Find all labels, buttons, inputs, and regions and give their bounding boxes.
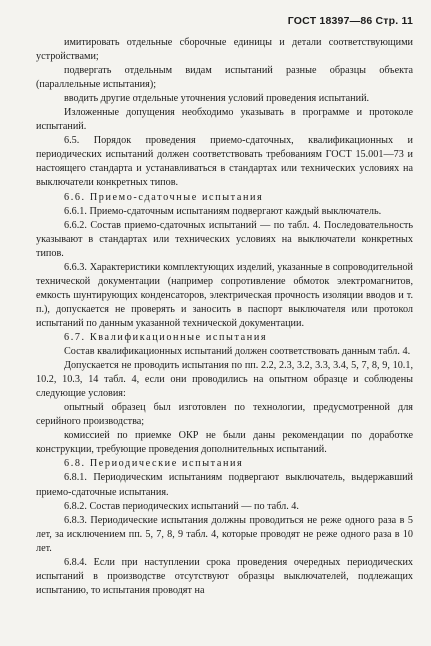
paragraph: 6.8.4. Если при наступлении срока проведения очередных периодических испытаний в производстве отсутствуют образцы выключателей, подлежащих испытанию, то испытания проводят на — [36, 556, 413, 596]
page-header: ГОСТ 18397—86 Стр. 11 — [287, 15, 413, 27]
paragraph: комиссией по приемке ОКР не были даны рекомендации по доработке конструкции, требующие проведения дополнительных испытаний. — [36, 430, 413, 456]
document-body — [36, 36, 413, 598]
paragraph: Изложенные допущения необходимо указывать в программе и протоколе испытаний. — [36, 107, 413, 133]
paragraph: 6.5. Порядок проведения приемо-сдаточных, квалификационных и периодических испытаний должен соответствовать требованиям ГОСТ 15.001—73 и настоящего стандарта и устанавливаться в стандартах или технических условиях на выключатели конкретных типов. — [36, 135, 413, 189]
paragraph: 6.6.3. Характеристики комплектующих изделий, указанные в сопроводительной технической документации (например сопротивление обмоток электромагнитов, емкость шунтирующих конденсаторов, электрическая прочность изоляции вводов и т. п.), допускается не проверять и заносить в паспорт выключателя или протокол испытаний по данным указанной технической документации. — [36, 261, 413, 329]
paragraph: 6.6.1. Приемо-сдаточным испытаниям подвергают каждый выключатель. — [64, 205, 382, 217]
paragraph: 6.8.3. Периодические испытания должны проводиться не реже одного раза в 5 лет, за исключением пп. 5, 7, 8, 9 табл. 4, которые проводят не реже одного раза в 10 лет. — [36, 514, 413, 554]
paragraph: Допускается не проводить испытания по пп. 2.2, 2.3, 3.2, 3.3, 3.4, 5, 7, 8, 9, 10.1, 10.2, 10.3, 14 табл. 4, если они проводились на опытном образце и соблюдены следующие условия: — [36, 360, 413, 400]
paragraph: вводить другие отдельные уточнения условий проведения испытаний. — [64, 93, 370, 105]
paragraph: 6.6.2. Состав приемо-сдаточных испытаний — по табл. 4. Последовательность указывают в стандартах или технических условиях на выключатели конкретных типов. — [36, 219, 413, 259]
paragraph: имитировать отдельные сборочные единицы и детали соответствующими устройствами; — [36, 37, 413, 63]
paragraph: Состав квалификационных испытаний должен соответствовать данным табл. 4. — [64, 346, 411, 358]
paragraph: подвергать отдельным видам испытаний разные образцы объекта (параллельные испытания); — [36, 65, 413, 91]
section-heading: 6.7. Квалификационные испытания — [64, 331, 268, 343]
paragraph: 6.8.1. Периодическим испытаниям подвергают выключатель, выдержавший приемо-сдаточные испытания. — [36, 472, 413, 498]
section-heading: 6.8. Периодические испытания — [64, 458, 244, 470]
paragraph: 6.8.2. Состав периодических испытаний — по табл. 4. — [64, 500, 299, 512]
section-heading: 6.6. Приемо-сдаточные испытания — [64, 191, 264, 203]
paragraph: опытный образец был изготовлен по технологии, предусмотренной для серийного производства; — [36, 402, 413, 428]
